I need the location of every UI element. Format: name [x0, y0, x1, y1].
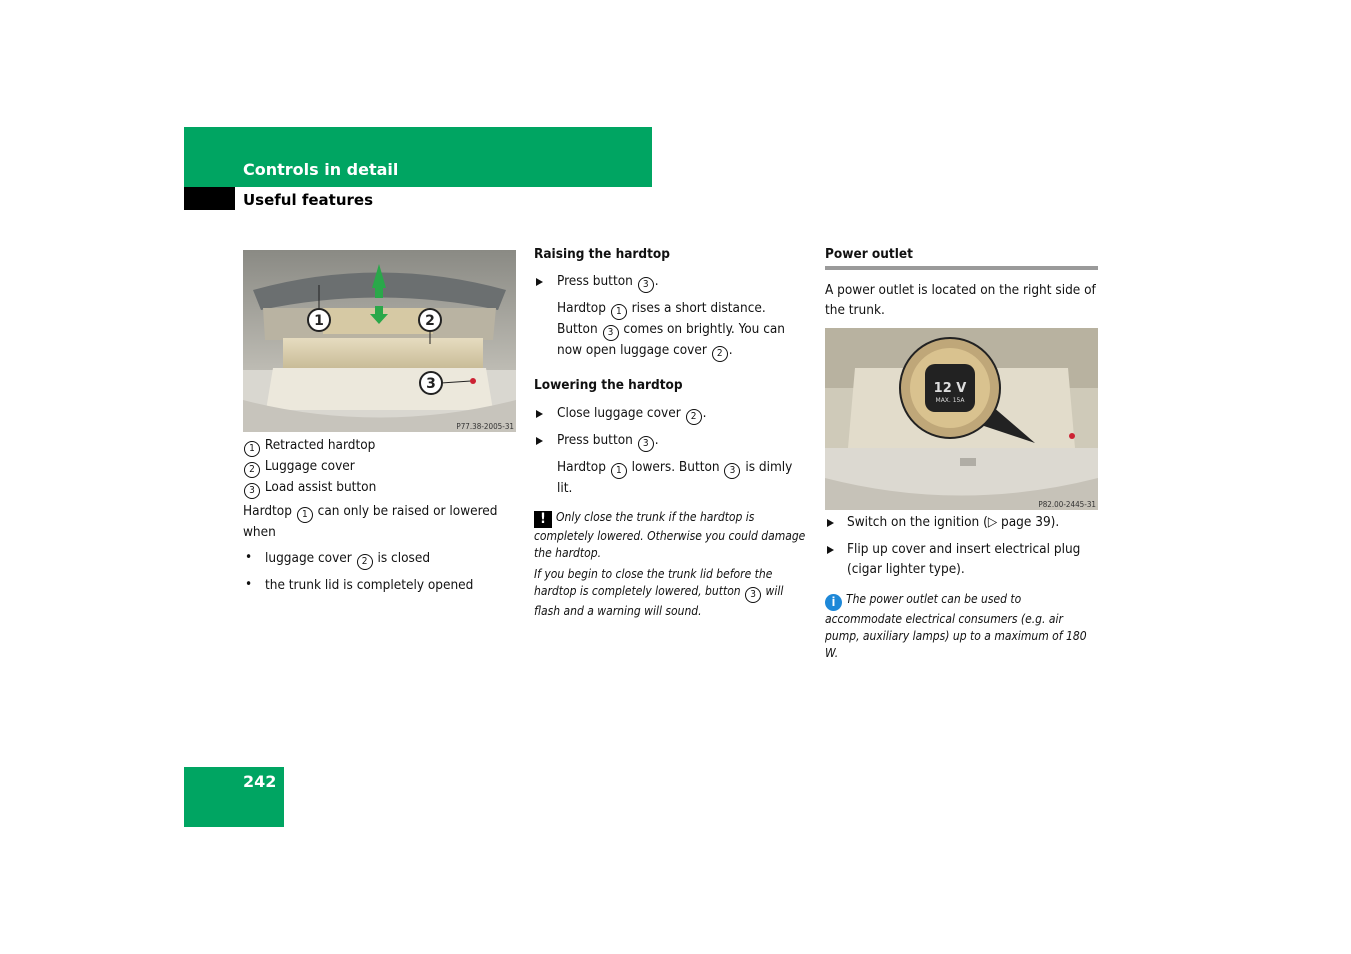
lower-step-1: Close luggage cover 2 .	[557, 404, 807, 425]
callout-3: 3 Load assist button	[243, 478, 523, 499]
condition-text: Hardtop 1 can only be raised or lowered when	[243, 503, 498, 540]
outlet-label: 12 V	[933, 381, 967, 396]
lower-description: Hardtop 1 lowers. Button 3 is dimly lit.	[557, 459, 793, 496]
image-code: P77.38-2005-31	[456, 422, 514, 431]
step-arrow-icon	[827, 546, 834, 554]
step-arrow-icon	[827, 519, 834, 527]
svg-text:3: 3	[426, 376, 436, 392]
step-arrow-icon	[536, 410, 543, 418]
svg-text:1: 1	[314, 313, 324, 329]
warning-note: If you begin to close the trunk lid before the hardtop is completely lowered, button 3 will flash and a warning will sound.	[534, 567, 784, 618]
bullet-dot: •	[245, 549, 253, 565]
outlet-sub-label: MAX. 15A	[935, 397, 965, 404]
bullet-luggage-cover: luggage cover 2 is closed	[265, 549, 525, 570]
raise-step: Press button 3 .	[557, 272, 807, 293]
header-marker	[184, 187, 235, 210]
power-outlet-intro: A power outlet is located on the right side of the trunk.	[825, 282, 1096, 318]
raising-heading: Raising the hardtop	[534, 246, 670, 262]
svg-text:2: 2	[425, 313, 435, 329]
hardtop-trunk-image	[243, 250, 516, 432]
info-icon: i	[825, 594, 842, 611]
warning-text: ! Only close the trunk if the hardtop is completely lowered. Otherwise you could damage the hardtop.	[534, 510, 806, 560]
power-outlet-image	[825, 328, 1098, 510]
outlet-step-1: Switch on the ignition (▷ page 39).	[847, 514, 1060, 530]
outlet-step-2: Flip up cover and insert electrical plug (cigar lighter type).	[847, 541, 1081, 577]
bullet-dot: •	[245, 576, 253, 592]
callout-2: 2 Luggage cover	[243, 457, 523, 478]
warning-icon: !	[534, 511, 552, 528]
lowering-heading: Lowering the hardtop	[534, 377, 683, 393]
callout-1: 1 Retracted hardtop	[243, 436, 523, 457]
step-arrow-icon	[536, 278, 543, 286]
section-title: Controls in detail	[243, 160, 399, 179]
bullet-trunk-lid: the trunk lid is completely opened	[265, 577, 474, 593]
lower-step-2: Press button 3 .	[557, 431, 807, 452]
page-number: 242	[243, 772, 277, 791]
callout-legend	[243, 436, 523, 499]
info-text: i The power outlet can be used to accommodate electrical consumers (e.g. air pump, auxiliary lamps) up to a maximum of 180 W.	[825, 592, 1087, 660]
subsection-title: Useful features	[243, 191, 374, 209]
step-arrow-icon	[536, 437, 543, 445]
image-code: P82.00-2445-31	[1038, 500, 1096, 509]
heading-rule	[825, 266, 1098, 270]
power-outlet-heading: Power outlet	[825, 246, 913, 262]
page-ref-arrow-icon: ▷	[987, 514, 998, 530]
raise-description: Hardtop 1 rises a short distance. Button 3 comes on brightly. You can now open luggage cover 2 .	[557, 299, 807, 362]
